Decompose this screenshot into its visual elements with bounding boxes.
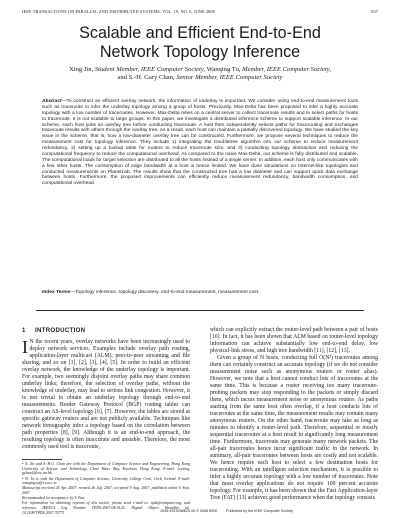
index-terms-text: —Topology inference, topology discovery, end-to-end measurement, measurement cost. <box>70 290 260 295</box>
right-column <box>210 327 378 502</box>
intro-paragraph-1 <box>22 336 190 451</box>
author-name: Xing Jin, <box>69 66 95 73</box>
journal-header: IEEE TRANSACTIONS ON PARALLEL AND DISTRIBUTED SYSTEMS, VOL. 19, NO. 6, JUNE 2008 <box>22 9 215 14</box>
abstract-label: Abstract <box>42 99 62 104</box>
section-heading <box>22 327 190 334</box>
section-number: 1 <box>22 327 26 334</box>
footnote-rule <box>22 459 62 460</box>
author-line-2 <box>20 74 380 82</box>
author-name: Wanqing Tu, <box>205 66 243 73</box>
drop-cap: I <box>22 336 28 357</box>
right-paragraph-2: Given a group of N hosts, conducting full O(N²) traceroutes among them can certainly construct an accurate topology (if we do not consider measurement noise such as anonymous routers or router alias). However, we note that a host cannot conduct lots of traceroutes at the same time. This is because a router receiving too many traceroute-probing packets may stop responding to the packets or simply discard them, which incurs measurement noise or anonymous routers. As paths starting from the same host often overlap, if a host conducts lots of traceroutes at the same time, the measurement results may contain many anonymous routers. On the other hand, traceroute may take as long as minutes to identify a router-level path. Therefore, sequential or mostly sequential traceroutes at a host result in significantly long measurement time. Furthermore, traceroute may generate many network packets. The all-pair traceroutes hence incur significant traffic in the network. In summary, all-pair traceroutes between hosts are costly and not scalable. We hence require each host to select a few destination hosts for tracerouting. With an intelligent selection mechanism, it is possible to infer a highly accurate topology with a low number of traceroutes. Note that most overlay applications do not require 100 percent accurate topology. For example, it has been shown that the Fast Application-layer Tree (FAT) [13] achieves good performance when the topology consists <box>210 355 378 502</box>
running-head <box>22 9 378 17</box>
author-line-1 <box>20 66 380 74</box>
footnote-affiliation-2: • W. Tu is with the Department of Computer Science, University College Cork, Cork, Ireland. E-mail: wanqing.tu@cs.ucc.ie. <box>22 476 190 486</box>
index-terms-label: Index Terms <box>42 290 71 295</box>
footnote-editor: Recommended for acceptance by Y. Pan. <box>22 496 86 501</box>
index-terms <box>42 290 358 296</box>
page-number: 837 <box>371 9 378 14</box>
section-title: INTRODUCTION <box>35 327 86 334</box>
author-affiliation: Member, IEEE Computer Society, <box>242 66 331 73</box>
title-line-1: Scalable and Efficient End-to-End <box>79 24 321 42</box>
author-affiliation: Senior Member, IEEE Computer Society <box>176 74 283 82</box>
copyright-footer: 1045-9219/08/$25.00 © 2008 IEEE <box>160 509 218 513</box>
author-affiliation: Student Member, IEEE Computer Society, <box>94 66 206 73</box>
intro-text: N the recent years, overlay networks have been increasingly used to deploy network services. Examples include overlay path routing, application-layer multicast (ALM), peer-to-peer streaming and file sharing, and so on [1], [2], [3], [4], [5]. In order to build an efficient overlay network, the knowledge of the underlay topology is important. For example, two seemingly disjoint overlay paths may share common underlay links; therefore, the selection of overlay paths, without the knowledge of underlay, may lead to serious link congestion. However, it is not trivial to obtain an underlay topology through end-to-end measurements. Border Gateway Protocol (BGP) routing tables can construct an AS-level topology [6], [7]. However, the tables are stored at specific gateway routers and are not publicly available. Techniques like network tomography infer a topology based on the correlation between path properties [8], [9]. Although it is an end-to-end approach, the resulting topology is often inaccurate and unstable. Therefore, the most commonly used tool is traceroute, <box>22 339 190 451</box>
publisher-footer: Published by the IEEE Computer Society <box>226 509 294 513</box>
title-line-2: Network Topology Inference <box>99 42 301 61</box>
header-divider <box>36 310 364 311</box>
author-list <box>20 66 380 83</box>
abstract <box>42 99 358 187</box>
left-column <box>22 327 190 451</box>
author-name: and S.-H. Gary Chan, <box>117 74 177 82</box>
paper-title <box>20 24 380 61</box>
footnotes <box>22 462 190 516</box>
abstract-text: —To construct an efficient overlay network, the information of underlay is important. We consider using end-to-end measurement tools such as traceroute to infer the underlay topology among a group of hosts. Previously, Max-Delta has been proposed to infer a highly accurate topology with a low number of traceroutes. However, Max-Delta relies on a central server to collect traceroute results and to select paths for hosts to traceroute. It is not scalable to large groups. In this paper, we investigate a distributed inference scheme to support scalable inference. In our scheme, each host joins an overlay tree before conducting traceroute. A host then independently selects paths for tracerouting and exchanges traceroute results with others through the overlay tree. As a result, each host can maintain a partially discovered topology. We have studied the key issue in the scheme, that is, how a low-diameter overlay tree can be constructed. Furthermore, we propose several techniques to reduce the measurement cost for topology inference. They include 1) integrating the Doubletree algorithm into our scheme to reduce measurement redundancy, 2) setting up a lookup table for routers to reduce traceroute size, and 3) conducting topology abstraction and reducing the computational frequency to reduce the computational overhead. As compared to the naive Max-Delta, our scheme is fully distributed and scalable. The computational loads for target selection are distributed to all the hosts instead of a single server. In addition, each host only communicates with a few other hosts. The consumption of edge bandwidth at a host is hence limited. We have done simulations on Internet-like topologies and conducted measurements on PlanetLab. The results show that the constructed tree has a low diameter and can support quick data exchange between hosts. Furthermore, the proposed improvements can efficiently reduce measurement redundancy, bandwidth consumption, and computational overhead. <box>42 99 358 187</box>
right-paragraph-1: which can explicitly extract the router-level path between a pair of hosts [10]. In fact, it has been shown that ALM based on router-level topology information can achieve substantially low end-to-end delay, low physical-link stress, and high tree bandwidth [11], [12], [13]. <box>210 327 378 355</box>
footnote-affiliation-1: • X. Jin and S.-H.G. Chan are with the Department of Computer Science and Engineering, Hong Kong University of Science and Technology, Clear Water Bay, Kowloon, Hong Kong. E-mail: {csxing, gchan}@cse.ust.hk. <box>22 462 190 476</box>
footnote-manuscript: Manuscript received 24 Apr. 2007; revised 26 July 2007; accepted 9 Aug. 2007; published online 6 Sept. 2007. <box>22 486 190 495</box>
footnote-reprints: For information on obtaining reprints of this article, please send e-mail to: tpds@computer.org, and reference IEEECS Log Number TPDS-2007-04-0124. Digital Object Identifier no. 10.1109/TPDS.2007.70773. <box>22 501 190 515</box>
